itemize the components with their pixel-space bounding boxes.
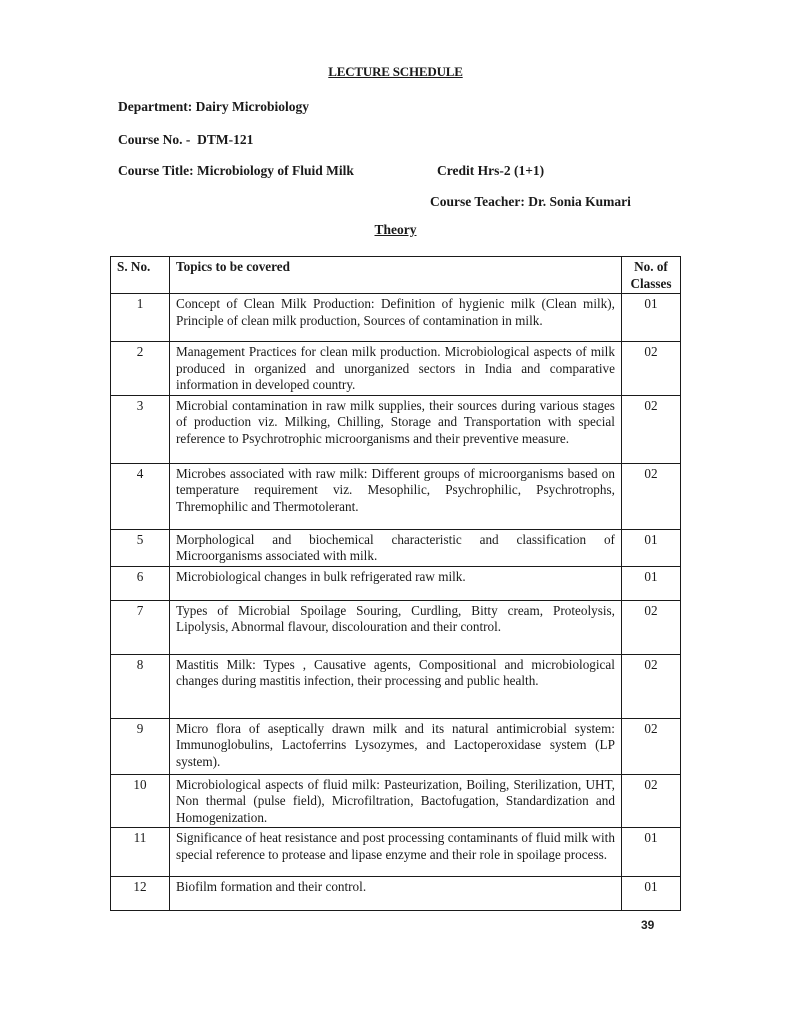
table-row: [111, 654, 681, 718]
row-serial-number: 5: [111, 529, 170, 566]
row-topic: Microbiological changes in bulk refrigerated raw milk.: [170, 566, 622, 600]
row-classes: 01: [621, 828, 680, 877]
row-classes: 02: [621, 342, 680, 396]
row-topic: Morphological and biochemical characteristic and classification of Microorganisms associated with milk.: [170, 529, 622, 566]
row-topic: Significance of heat resistance and post processing contaminants of fluid milk with special reference to protease and lipase enzyme and their role in spoilage process.: [170, 828, 622, 877]
row-classes: 02: [621, 600, 680, 654]
department-line: Department: Dairy Microbiology: [118, 99, 309, 114]
row-topic: Micro flora of aseptically drawn milk and its natural antimicrobial system: Immunoglobulins, Lactoferrins Lysozymes, and Lactoperoxidase system (LP system).: [170, 718, 622, 774]
course-title-line: Course Title: Microbiology of Fluid Milk: [118, 163, 354, 178]
row-topic: Biofilm formation and their control.: [170, 877, 622, 911]
row-serial-number: 4: [111, 463, 170, 529]
row-serial-number: 7: [111, 600, 170, 654]
table-row: [111, 294, 681, 342]
table-row: [111, 463, 681, 529]
header-number-of-classes: No. of Classes: [621, 257, 680, 294]
header-serial-number: S. No.: [111, 257, 170, 294]
credit-hours: Credit Hrs-2 (1+1): [437, 163, 545, 178]
table-row: [111, 774, 681, 828]
table-row: [111, 877, 681, 911]
row-topic: Microbial contamination in raw milk supplies, their sources during various stages of production viz. Milking, Chilling, Storage and Transportation with special reference to Psychrotrophic microorganisms and their preventive measure.: [170, 395, 622, 463]
row-topic: Microbiological aspects of fluid milk: Pasteurization, Boiling, Sterilization, UHT, Non thermal (pulse field), Microfiltration, Bactofugation, Standardization and Homogenization.: [170, 774, 622, 828]
table-row: [111, 566, 681, 600]
section-title: Theory: [374, 222, 417, 237]
row-serial-number: 8: [111, 654, 170, 718]
row-classes: 01: [621, 877, 680, 911]
table-row: [111, 529, 681, 566]
table-header-row: [111, 257, 681, 294]
row-serial-number: 3: [111, 395, 170, 463]
row-serial-number: 9: [111, 718, 170, 774]
row-classes: 02: [621, 654, 680, 718]
table-row: [111, 828, 681, 877]
row-serial-number: 6: [111, 566, 170, 600]
row-classes: 02: [621, 395, 680, 463]
row-serial-number: 1: [111, 294, 170, 342]
row-topic: Types of Microbial Spoilage Souring, Curdling, Bitty cream, Proteolysis, Lipolysis, Abnormal flavour, discolouration and their control.: [170, 600, 622, 654]
row-serial-number: 11: [111, 828, 170, 877]
row-topic: Microbes associated with raw milk: Different groups of microorganisms based on temperature requirement viz. Mesophilic, Psychrophilic, Psychrotrophs, Thremophilic and Thermotolerant.: [170, 463, 622, 529]
course-number-line: Course No. - DTM-121: [118, 132, 254, 147]
row-classes: 02: [621, 774, 680, 828]
row-classes: 02: [621, 463, 680, 529]
table-row: [111, 600, 681, 654]
document-title: LECTURE SCHEDULE: [328, 64, 463, 79]
header-topics: Topics to be covered: [170, 257, 622, 294]
row-serial-number: 10: [111, 774, 170, 828]
row-classes: 01: [621, 529, 680, 566]
row-topic: Concept of Clean Milk Production: Definition of hygienic milk (Clean milk), Principle of clean milk production, Sources of contamination in milk.: [170, 294, 622, 342]
page-number: 39: [641, 918, 655, 932]
course-teacher: Course Teacher: Dr. Sonia Kumari: [430, 194, 631, 209]
lecture-schedule-table: [110, 256, 681, 911]
row-serial-number: 2: [111, 342, 170, 396]
row-serial-number: 12: [111, 877, 170, 911]
row-classes: 01: [621, 566, 680, 600]
row-topic: Management Practices for clean milk production. Microbiological aspects of milk produced in organized and unorganized sectors in India and comparative information in developed country.: [170, 342, 622, 396]
row-classes: 01: [621, 294, 680, 342]
table-row: [111, 395, 681, 463]
row-topic: Mastitis Milk: Types , Causative agents, Compositional and microbiological changes during mastitis infection, their processing and public health.: [170, 654, 622, 718]
table-row: [111, 718, 681, 774]
table-row: [111, 342, 681, 396]
row-classes: 02: [621, 718, 680, 774]
